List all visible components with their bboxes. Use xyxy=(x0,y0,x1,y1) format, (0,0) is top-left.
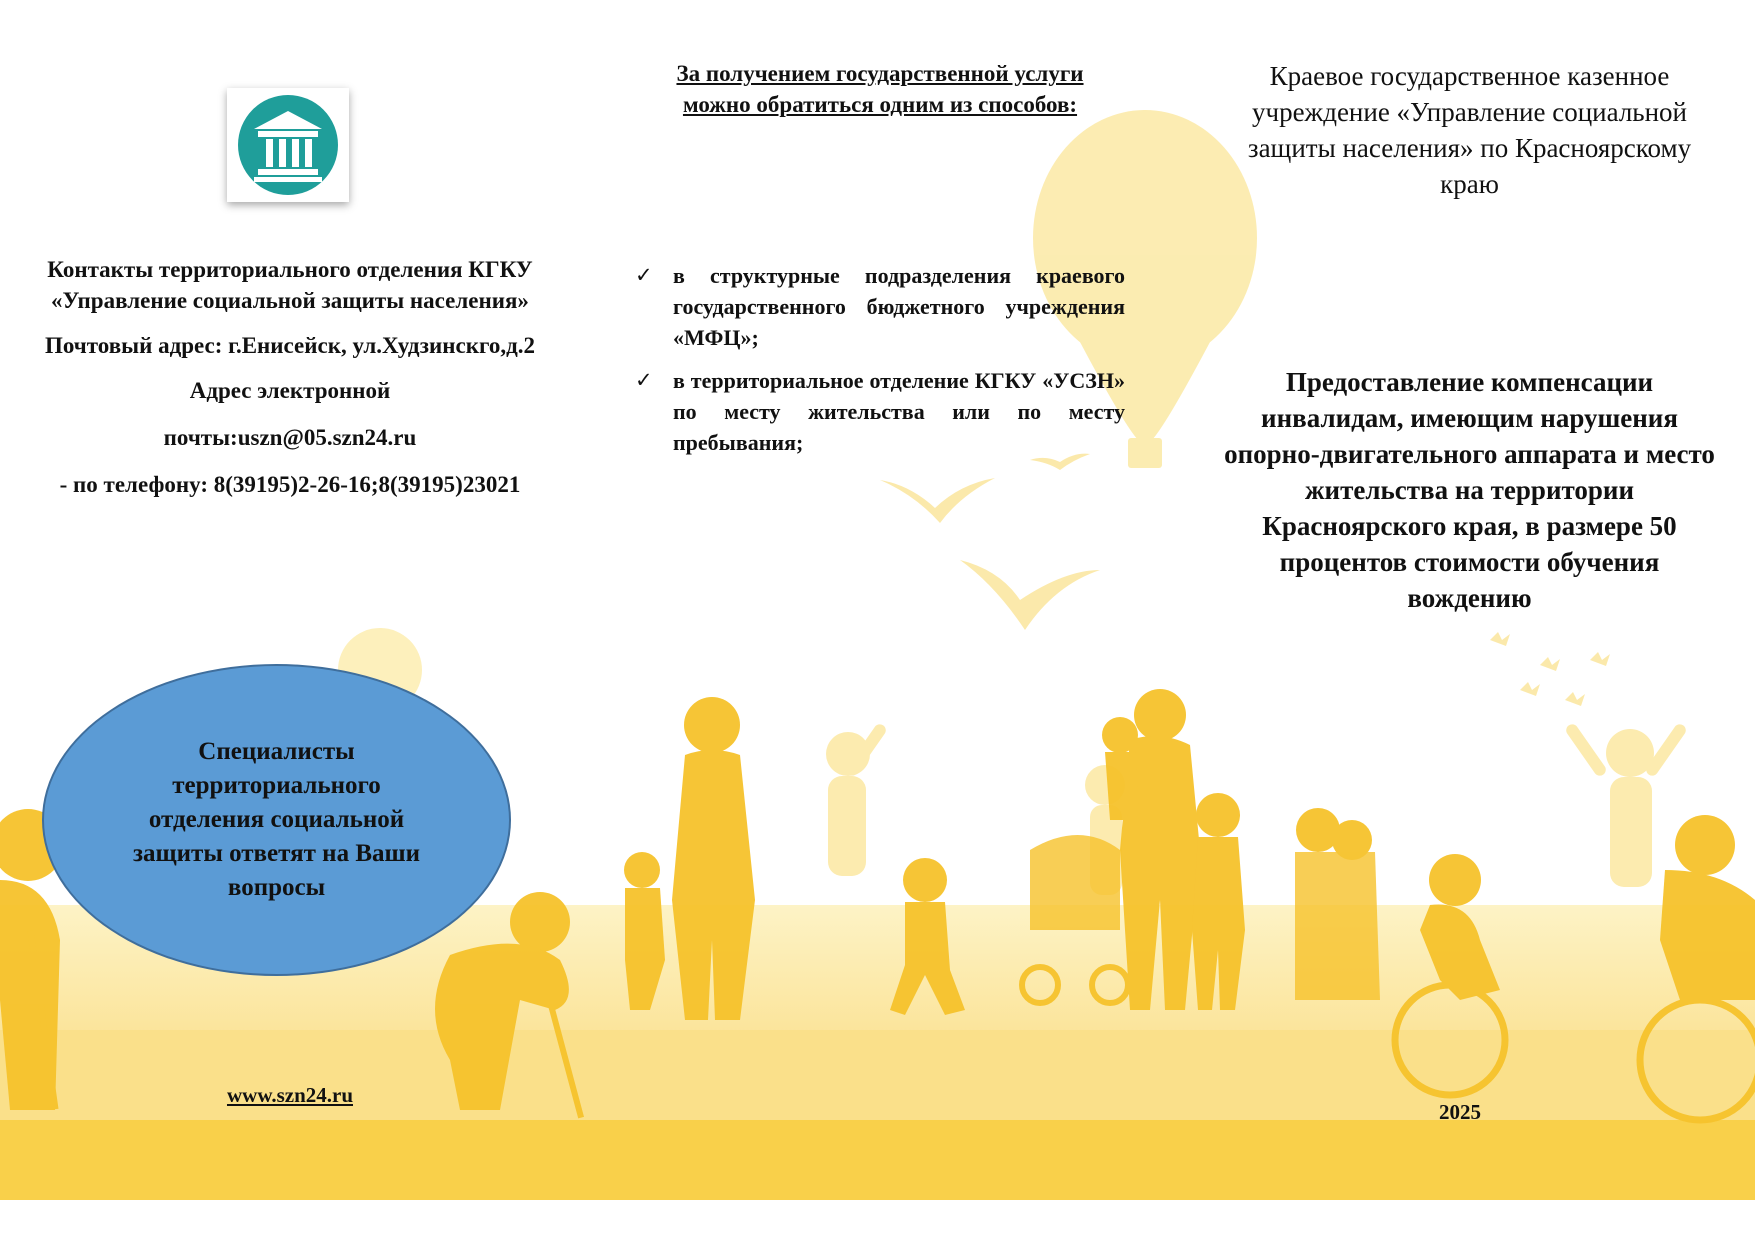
list-item-text: в территориальное отделение КГКУ «УСЗН» по месту жительства или по месту пребывания; xyxy=(673,368,1125,455)
page-bottom xyxy=(0,1200,1755,1240)
background-figures xyxy=(826,722,1688,895)
specialists-ellipse xyxy=(42,664,511,976)
postal-address: Почтовый адрес: г.Енисейск, ул.Худзинскго,д.2 xyxy=(45,333,535,358)
checkmark-icon: ✓ xyxy=(635,263,653,287)
butterflies-icon xyxy=(1490,632,1610,706)
specialists-text: Специалисты территориального отделения социальной защиты ответят на Ваши вопросы xyxy=(133,738,420,901)
contacts-heading: Контакты территориального отделения КГКУ «Управление социальной защиты населения» xyxy=(47,257,533,313)
birds-icon xyxy=(880,454,1100,630)
ground-bottom xyxy=(0,1120,1755,1200)
list-item xyxy=(635,365,1125,458)
ways-list xyxy=(635,260,1125,470)
list-item xyxy=(635,260,1125,353)
ways-title: За получением государственной услуги можно обратиться одним из способов: xyxy=(676,61,1084,117)
list-item-text: в структурные подразделения краевого государственного бюджетного учреждения «МФЦ»; xyxy=(673,263,1125,350)
logo-card xyxy=(227,88,349,202)
email-value: почты:uszn@05.szn24.ru xyxy=(163,425,417,450)
phone-number: - по телефону: 8(39195)2-26-16;8(39195)23021 xyxy=(59,472,521,497)
organization-name: Краевое государственное казенное учреждение «Управление социальной защиты населения» по Красноярскому краю xyxy=(1247,61,1692,199)
email-label: Адрес электронной xyxy=(189,378,391,403)
institution-building-icon xyxy=(236,93,340,197)
checkmark-icon: ✓ xyxy=(635,368,653,392)
year-label: 2025 xyxy=(1439,1100,1481,1124)
contacts-block xyxy=(40,254,540,514)
service-title: Предоставление компенсации инвалидам, имеющим нарушения опорно-двигательного аппарата и место жительства на территории Красноярского края, в размере 50 процентов стоимости обучения вождению xyxy=(1224,367,1715,613)
website-link[interactable]: www.szn24.ru xyxy=(226,1083,353,1107)
